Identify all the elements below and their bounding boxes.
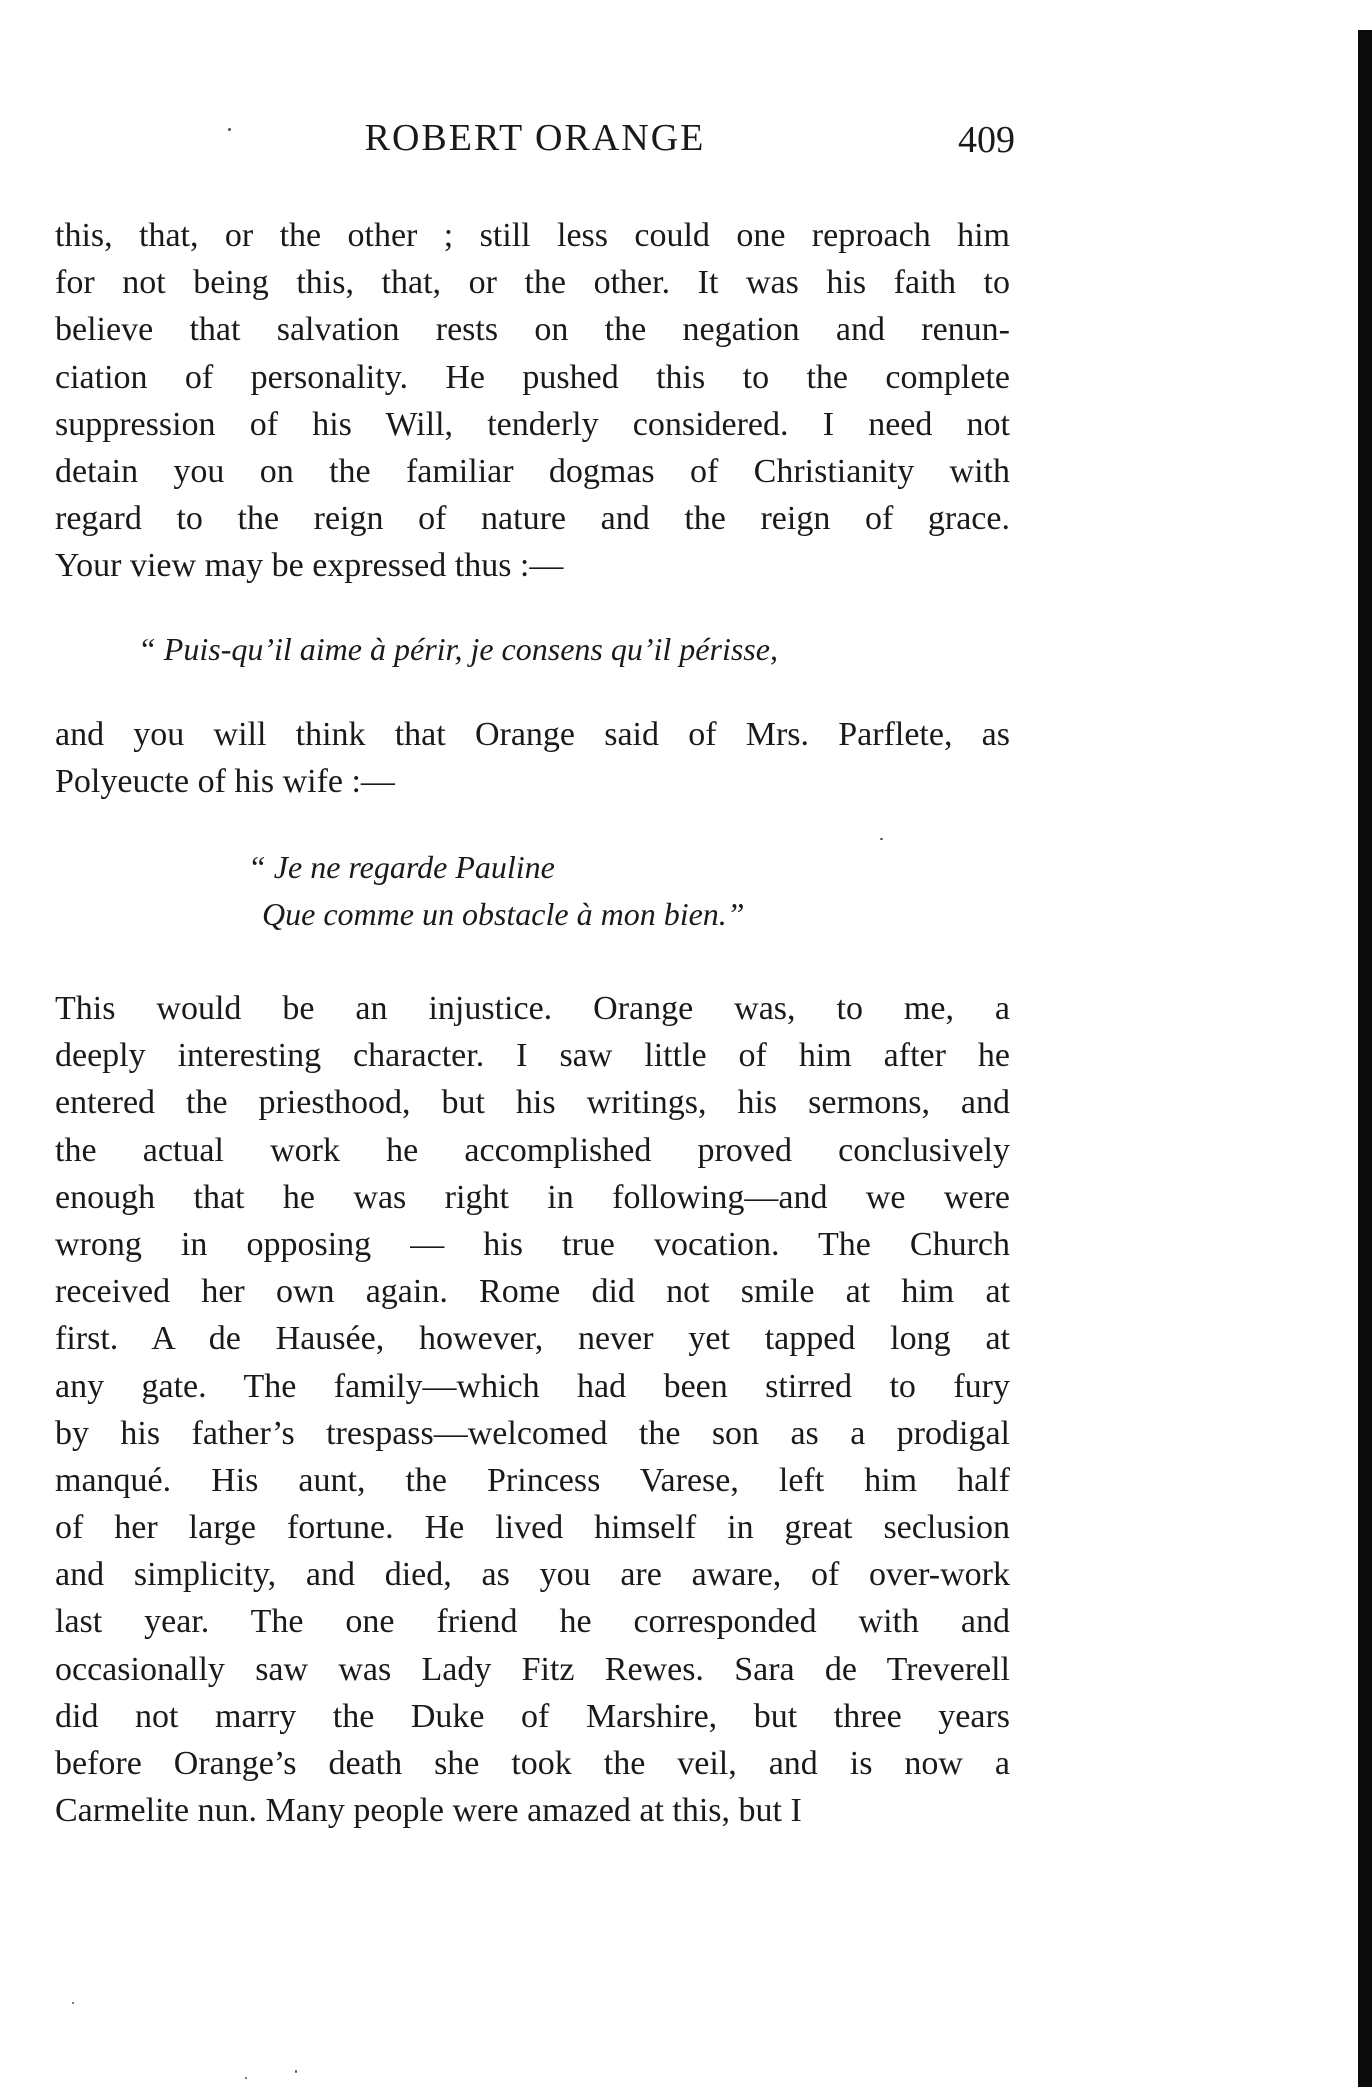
text-line: enough that he was right in following—and we were (55, 1178, 1010, 1216)
text-line: the actual work he accomplished proved conclusively (55, 1131, 1010, 1169)
text-line: Your view may be expressed thus :— (55, 547, 564, 585)
scan-speck (228, 128, 231, 131)
text-line: ciation of personality. He pushed this to the complete (55, 358, 1010, 396)
text-line: first. A de Hausée, however, never yet tapped long at (55, 1320, 1010, 1358)
scan-speck (880, 838, 883, 840)
text-line: suppression of his Will, tenderly considered. I need not (55, 405, 1010, 443)
text-line: by his father’s trespass—welcomed the son as a prodigal (55, 1414, 1010, 1452)
text-line: Polyeucte of his wife :— (55, 763, 395, 801)
text-line: received her own again. Rome did not smile at him at (55, 1273, 1010, 1311)
paragraph-2 (55, 711, 1010, 805)
text-line: deeply interesting character. I saw little of him after he (55, 1037, 1010, 1075)
text-line: occasionally saw was Lady Fitz Rewes. Sara de Treverell (55, 1650, 1010, 1688)
verse-quote-2-line-2: Que comme un obstacle à mon bien.” (262, 896, 745, 932)
verse-quote-1: “ Puis-qu’il aime à périr, je consens qu’il périsse, (138, 631, 778, 667)
paragraph-1 (55, 212, 1010, 590)
binding-edge (1358, 30, 1372, 2087)
text-line: for not being this, that, or the other. It was his faith to (55, 264, 1010, 302)
scan-speck (295, 2070, 297, 2073)
text-line: any gate. The family—which had been stirred to fury (55, 1367, 1010, 1405)
text-line: entered the priesthood, but his writings, his sermons, and (55, 1084, 1010, 1122)
text-line: detain you on the familiar dogmas of Christianity with (55, 452, 1010, 490)
text-line: of her large fortune. He lived himself in great seclusion (55, 1509, 1010, 1547)
scan-speck (245, 2077, 247, 2079)
text-line: believe that salvation rests on the negation and renun- (55, 311, 1010, 349)
page-number: 409 (958, 119, 1015, 161)
text-line: did not marry the Duke of Marshire, but three years (55, 1697, 1010, 1735)
scan-speck (72, 2002, 74, 2004)
text-line: manqué. His aunt, the Princess Varese, left him half (55, 1461, 1010, 1499)
paragraph-3 (55, 985, 1010, 1834)
running-title: ROBERT ORANGE (364, 117, 706, 159)
text-line: regard to the reign of nature and the reign of grace. (55, 500, 1010, 538)
running-head (55, 116, 1015, 166)
text-line: wrong in opposing — his true vocation. The Church (55, 1225, 1010, 1263)
text-line: and you will think that Orange said of Mrs. Parflete, as (55, 716, 1010, 753)
text-line: Carmelite nun. Many people were amazed at this, but I (55, 1792, 802, 1830)
text-line: and simplicity, and died, as you are aware, of over-work (55, 1556, 1010, 1594)
text-line: this, that, or the other ; still less could one reproach him (55, 217, 1010, 254)
text-line: before Orange’s death she took the veil, and is now a (55, 1745, 1010, 1782)
text-line: last year. The one friend he corresponded with and (55, 1603, 1010, 1641)
verse-quote-2-line-1: “ Je ne regarde Pauline (248, 849, 555, 885)
text-line: This would be an injustice. Orange was, to me, a (55, 990, 1010, 1027)
